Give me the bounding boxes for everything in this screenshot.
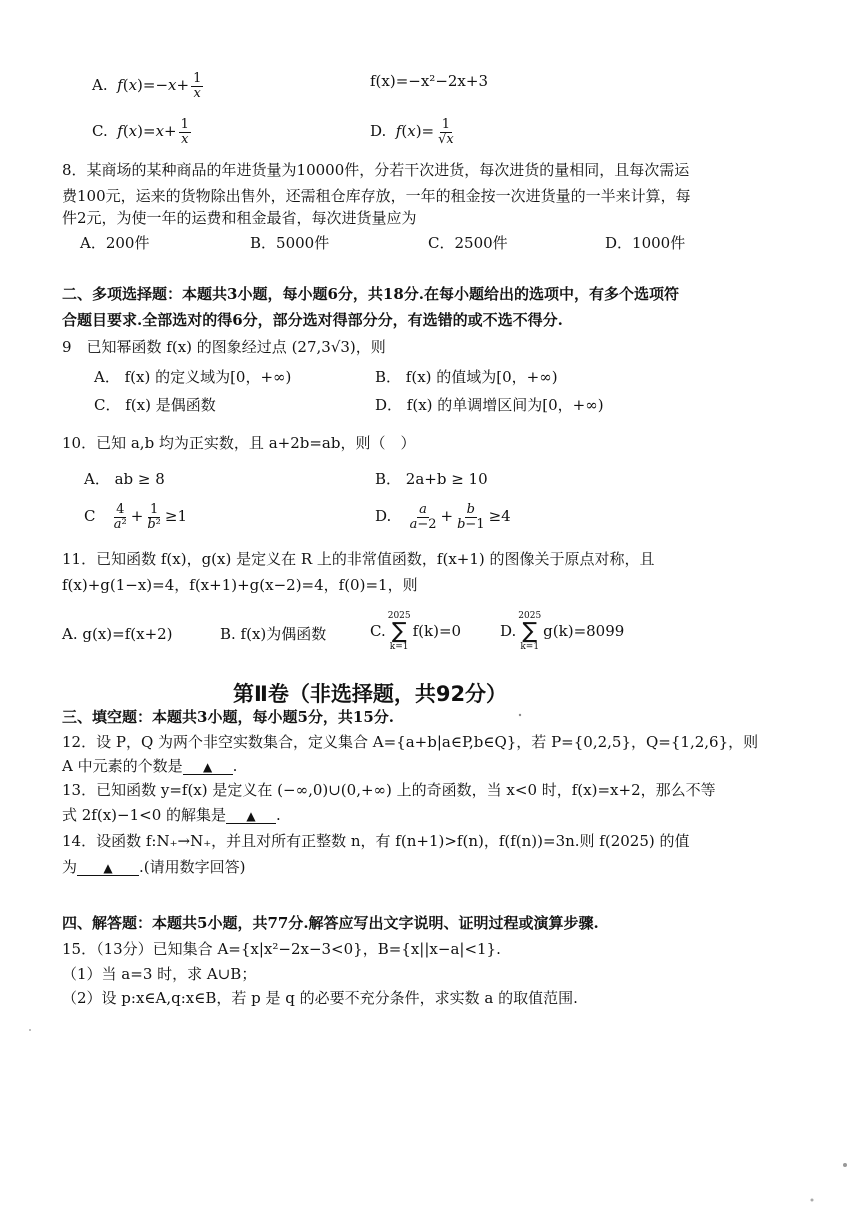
q8-option-d: D．1000件 <box>605 234 686 252</box>
q7-option-b: f(x)=−x²−2x+3 <box>370 72 489 90</box>
q12-line1: 12．设 P，Q 为两个非空实数集合，定义集合 A={a+b|a∈P,b∈Q}，若 P={0,2,5}，Q={1,2,6}，则 <box>62 733 759 751</box>
q9-option-c: C． f(x) 是偶函数 <box>94 396 216 414</box>
q12-line2: A 中元素的个数是 ▲ . <box>62 757 238 775</box>
q7-option-c: C. f(x)=x+ $\frac{1}{x}$ <box>92 117 189 147</box>
q11-option-c: C. 2025 ∑ k=1 f(k)=0 <box>370 611 462 652</box>
part2-title: 第Ⅱ卷（非选择题，共92分） <box>233 682 508 706</box>
section2-heading-line1: 二、多项选择题：本题共3小题，每小题6分，共18分.在每小题给出的选项中，有多个选项符 <box>62 285 679 303</box>
q10-option-a: A． ab ≥ 8 <box>84 470 165 488</box>
q14-line1: 14．设函数 f:N₊→N₊，并且对所有正整数 n，有 f(n+1)>f(n)，f(f(n))=3n.则 f(2025) 的值 <box>62 832 690 850</box>
q10-option-c: C $\frac{4}{\text{a²}}$ + $\frac{1}{\text{b²}}$ ≥1 <box>84 502 188 532</box>
summation-symbol-d: 2025 ∑ k=1 <box>518 611 542 652</box>
q11-stem-line1: 11．已知函数 f(x)，g(x) 是定义在 R 上的非常值函数，f(x+1) 的图像关于原点对称，且 <box>62 550 655 568</box>
q11-option-a: A. g(x)=f(x+2) <box>62 625 173 643</box>
q7-option-d: D. f(x)= $\frac{1}{√x}$ <box>370 117 454 147</box>
q9-option-b: B． f(x) 的值域为[0，+∞) <box>375 368 558 386</box>
summation-symbol-c: 2025 ∑ k=1 <box>387 611 411 652</box>
q15-part1: （1）当 a=3 时，求 A∪B； <box>62 965 257 983</box>
q15-stem: 15．（13分）已知集合 A={x|x²−2x−3<0}，B={x||x−a|<1}. <box>62 940 501 958</box>
section3-heading: 三、填空题：本题共3小题，每小题5分，共15分. <box>62 708 394 726</box>
q8-option-c: C．2500件 <box>428 234 508 252</box>
q9-option-a: A． f(x) 的定义域为[0，+∞) <box>94 368 292 386</box>
q13-line2: 式 2f(x)−1<0 的解集是 ▲ . <box>62 806 281 824</box>
answer-blank-q12[interactable]: ▲ <box>183 759 233 775</box>
section4-heading: 四、解答题：本题共5小题，共77分.解答应写出文字说明、证明过程或演算步骤. <box>62 914 599 932</box>
q11-option-d: D. 2025 ∑ k=1 g(k)=8099 <box>500 611 625 652</box>
answer-blank-q14[interactable]: ▲ <box>77 860 139 876</box>
q15-part2: （2）设 p:x∈A,q:x∈B，若 p 是 q 的必要不充分条件，求实数 a 的取值范围. <box>62 989 578 1007</box>
q13-line1: 13．已知函数 y=f(x) 是定义在 (−∞,0)∪(0,+∞) 上的奇函数，当 x<0 时，f(x)=x+2，那么不等 <box>62 781 716 799</box>
q8-text-line1: 8．某商场的某种商品的年进货量为10000件，分若干次进货，每次进货的量相同，且每次需运 <box>62 161 690 179</box>
q11-option-b: B. f(x)为偶函数 <box>220 625 327 643</box>
q10-option-b: B． 2a+b ≥ 10 <box>375 470 488 488</box>
section2-heading-line2: 合题目要求.全部选对的得6分，部分选对得部分分，有选错的或不选不得分. <box>62 311 563 329</box>
q8-text-line2: 费100元，运来的货物除出售外，还需租仓库存放，一年的租金按一次进货量的一半来计算，每 <box>62 187 691 205</box>
q11-stem-line2: f(x)+g(1−x)=4，f(x+1)+g(x−2)=4，f(0)=1，则 <box>62 576 418 594</box>
q8-option-a: A．200件 <box>80 234 150 252</box>
q10-option-d: D. $\frac{a}{a-2}$ + $\frac{b}{b-1}$ ≥4 <box>375 502 511 532</box>
q8-text-line3: 件2元，为使一年的运费和租金最省，每次进货量应为 <box>62 209 417 227</box>
q8-option-b: B．5000件 <box>250 234 330 252</box>
q7-option-a: A. f(x)=−x+ $\frac{1}{x}$ <box>92 71 202 101</box>
answer-blank-q13[interactable]: ▲ <box>226 808 276 824</box>
q9-option-d: D． f(x) 的单调增区间为[0，+∞) <box>375 396 604 414</box>
q14-line2: 为 ▲ .(请用数字回答) <box>62 858 246 876</box>
q10-stem: 10．已知 a,b 均为正实数，且 a+2b=ab，则（ ） <box>62 434 416 452</box>
q9-stem: 9 已知幂函数 f(x) 的图象经过点 (27,3√3)，则 <box>62 338 386 356</box>
